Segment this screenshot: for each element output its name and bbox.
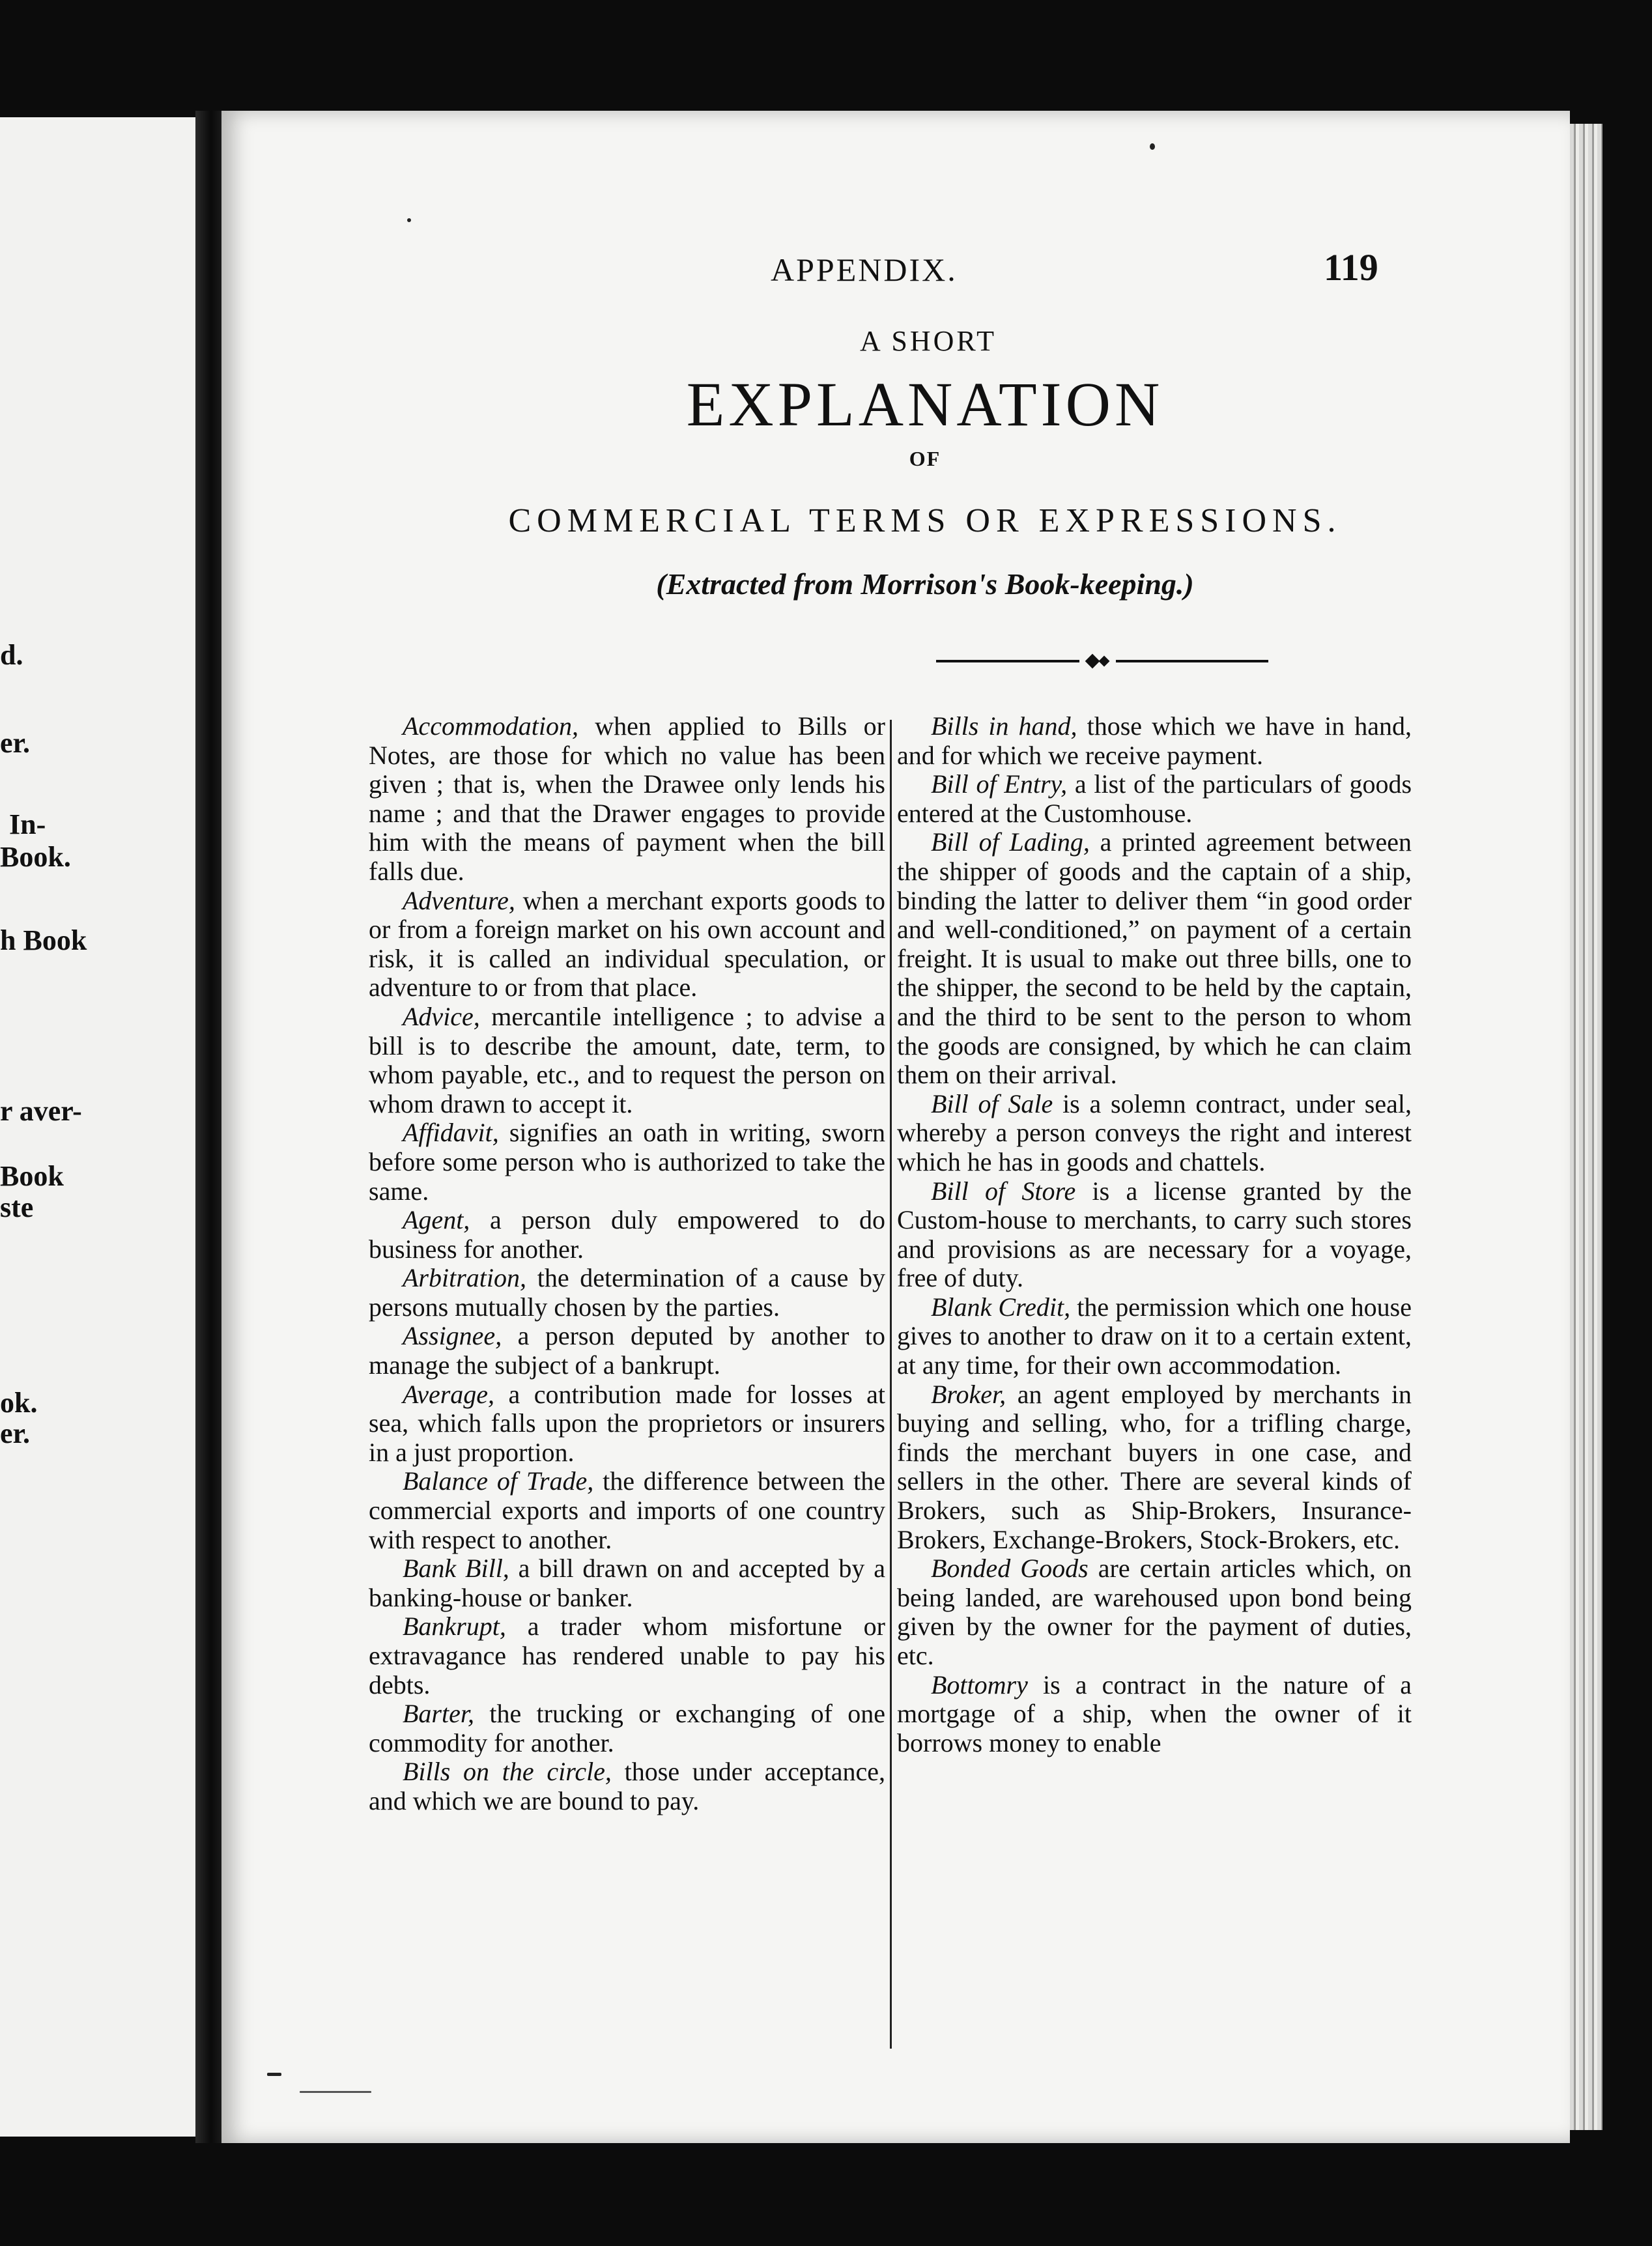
glossary-definition: is a solemn contract, under seal, whereby a person conveys the right and interest which he has in goods and chattels.	[897, 1088, 1412, 1176]
book-page	[221, 111, 1570, 2143]
glossary-definition: a printed agreement between the shipper of goods and the captain of a ship, binding the latter to deliver them “in good order and well-conditioned,” on payment of a certain freight. It is usual to make out three bills, one to the shipper, the second to be held by the captain, and the third to be sent to the person to whom the goods are consigned, by which he can claim them on their arrival.	[897, 827, 1412, 1090]
glossary-term: Agent,	[403, 1205, 470, 1235]
glossary-term: Balance of Trade,	[403, 1466, 594, 1496]
glossary-term: Bankrupt,	[403, 1612, 506, 1642]
facing-page-fragment: In-	[9, 808, 46, 840]
book-gutter	[195, 111, 221, 2143]
glossary-definition: when applied to Bills or Notes, are those for which no value has been given ; that is, when the Drawee only lends his name ; and that the Drawer engages to provide him with the means of payment when the bill falls due.	[369, 711, 885, 886]
glossary-entry	[369, 1554, 885, 1612]
glossary-entry	[897, 828, 1412, 1089]
glossary-definition: a trader whom misfortune or extravagance has rendered unable to pay his debts.	[369, 1612, 885, 1699]
ink-speck	[1150, 143, 1155, 150]
glossary-term: Affidavit,	[403, 1118, 499, 1148]
glossary-entry	[369, 1002, 885, 1118]
glossary-definition: signifies an oath in writing, sworn before some person who is authorized to take the same.	[369, 1118, 885, 1206]
glossary-definition: are certain articles which, on being landed, are warehoused upon bond being given by the owner for the payment of duties, etc.	[897, 1554, 1412, 1670]
page-subtitle: COMMERCIAL TERMS OR EXPRESSIONS.	[508, 502, 1342, 539]
glossary-definition: a list of the particulars of goods entered at the Customhouse.	[897, 769, 1412, 828]
glossary-definition: mercantile intelligence ; to advise a bill is to describe the amount, date, term, to whom payable, etc., and to request the person on whom drawn to accept it.	[369, 1001, 885, 1118]
glossary-column-right	[897, 712, 1412, 1757]
glossary-term: Accommodation,	[403, 711, 578, 741]
glossary-term: Broker,	[931, 1379, 1006, 1409]
glossary-term: Bank Bill,	[403, 1554, 509, 1584]
facing-page-fragment: ste	[0, 1191, 34, 1223]
page-title: EXPLANATION	[686, 369, 1164, 439]
facing-page-fragment: ok.	[0, 1387, 38, 1419]
ornament-divider	[936, 653, 1268, 669]
glossary-definition: the determination of a cause by persons mutually chosen by the parties.	[369, 1263, 885, 1322]
running-head	[221, 246, 1570, 296]
source-paren-open: (	[656, 567, 666, 601]
facing-page-fragment: er.	[0, 1417, 31, 1449]
glossary-entry	[369, 1322, 885, 1380]
glossary-term: Bottomry	[931, 1670, 1028, 1699]
glossary-term: Assignee,	[403, 1321, 502, 1351]
glossary-entry	[369, 1264, 885, 1322]
facing-page-fragment: h Book	[0, 924, 87, 956]
glossary-term: Average,	[403, 1379, 495, 1409]
glossary-definition: when a merchant exports goods to or from a foreign market on his own account and risk, it is called an individual speculation, or adventure to or from that place.	[369, 885, 885, 1002]
glossary-entry	[369, 1467, 885, 1554]
glossary-definition: a person deputed by another to manage the subject of a bankrupt.	[369, 1321, 885, 1380]
ink-speck	[267, 2073, 281, 2076]
glossary-entry	[369, 1612, 885, 1699]
glossary-term: Blank Credit,	[931, 1292, 1071, 1322]
glossary-term: Bills on the circle,	[403, 1757, 612, 1787]
facing-page	[0, 117, 199, 2137]
title-of: OF	[909, 447, 941, 470]
facing-page-fragment: er.	[0, 727, 31, 759]
glossary-entry	[897, 770, 1412, 828]
glossary-definition: the difference between the commercial exports and imports of one country with respect to another.	[369, 1466, 885, 1554]
glossary-term: Bill of Entry,	[931, 769, 1068, 799]
glossary-column-left	[369, 712, 885, 1816]
glossary-definition: a contribution made for losses at sea, which falls upon the proprietors or insurers in a just proportion.	[369, 1379, 885, 1467]
column-rule	[890, 720, 892, 2049]
glossary-entry	[369, 1118, 885, 1206]
glossary-term: Barter,	[403, 1699, 474, 1729]
glossary-definition: those which we have in hand, and for which we receive payment.	[897, 711, 1412, 770]
glossary-entry	[369, 1380, 885, 1468]
ink-speck	[300, 2091, 371, 2093]
glossary-entry	[369, 887, 885, 1002]
ink-speck	[407, 218, 411, 222]
glossary-definition: the trucking or exchanging of one commodity for another.	[369, 1699, 885, 1757]
source-note	[221, 567, 1570, 601]
glossary-entry	[897, 1177, 1412, 1293]
glossary-term: Bill of Store	[931, 1176, 1076, 1206]
facing-page-fragment: Book.	[0, 841, 71, 873]
glossary-definition: an agent employed by merchants in buying and selling, who, for a trifling charge, finds the merchant buyers in one case, and sellers in the other. There are several kinds of Brokers, such as Ship-Brokers, Insurance-Brokers, Exchange-Brokers, Stock-Brokers, etc.	[897, 1379, 1412, 1554]
facing-page-fragment: Book	[0, 1160, 64, 1192]
glossary-definition: those under acceptance, and which we are bound to pay.	[369, 1757, 885, 1815]
glossary-entry	[369, 1206, 885, 1264]
glossary-definition: is a contract in the nature of a mortgage of a ship, when the owner of it borrows money to enable	[897, 1670, 1412, 1757]
glossary-entry	[897, 1380, 1412, 1555]
glossary-entry	[897, 712, 1412, 770]
glossary-definition: the permission which one house gives to another to draw on it to a certain extent, at any time, for their own accommodation.	[897, 1292, 1412, 1380]
glossary-term: Bills in hand,	[931, 711, 1077, 741]
title-pre: A SHORT	[860, 325, 997, 357]
glossary-definition: is a license granted by the Custom-house to merchants, to carry such stores and provisions as are necessary for a voyage, free of duty.	[897, 1176, 1412, 1293]
source-paren-close: )	[1184, 567, 1194, 601]
glossary-entry	[897, 1090, 1412, 1177]
source-text: Extracted from Morrison's Book-keeping.	[666, 567, 1184, 601]
glossary-entry	[369, 1699, 885, 1757]
glossary-entry	[897, 1671, 1412, 1758]
page-block-edge	[1570, 124, 1602, 2130]
glossary-entry	[369, 712, 885, 887]
glossary-entry	[369, 1757, 885, 1815]
glossary-term: Arbitration,	[403, 1263, 527, 1293]
glossary-entry	[897, 1293, 1412, 1380]
facing-page-fragment: r aver-	[0, 1095, 82, 1127]
glossary-term: Bonded Goods	[931, 1554, 1089, 1584]
glossary-definition: a person duly empowered to do business for another.	[369, 1205, 885, 1264]
page-number: 119	[1324, 246, 1378, 289]
glossary-entry	[897, 1554, 1412, 1670]
glossary-definition: a bill drawn on and accepted by a banking-house or banker.	[369, 1554, 885, 1612]
glossary-term: Advice,	[403, 1001, 480, 1031]
glossary-term: Adventure,	[403, 885, 515, 915]
facing-page-fragment: d.	[0, 639, 23, 671]
glossary-term: Bill of Sale	[931, 1088, 1053, 1118]
running-title: APPENDIX.	[771, 251, 958, 288]
glossary-term: Bill of Lading,	[931, 827, 1090, 857]
